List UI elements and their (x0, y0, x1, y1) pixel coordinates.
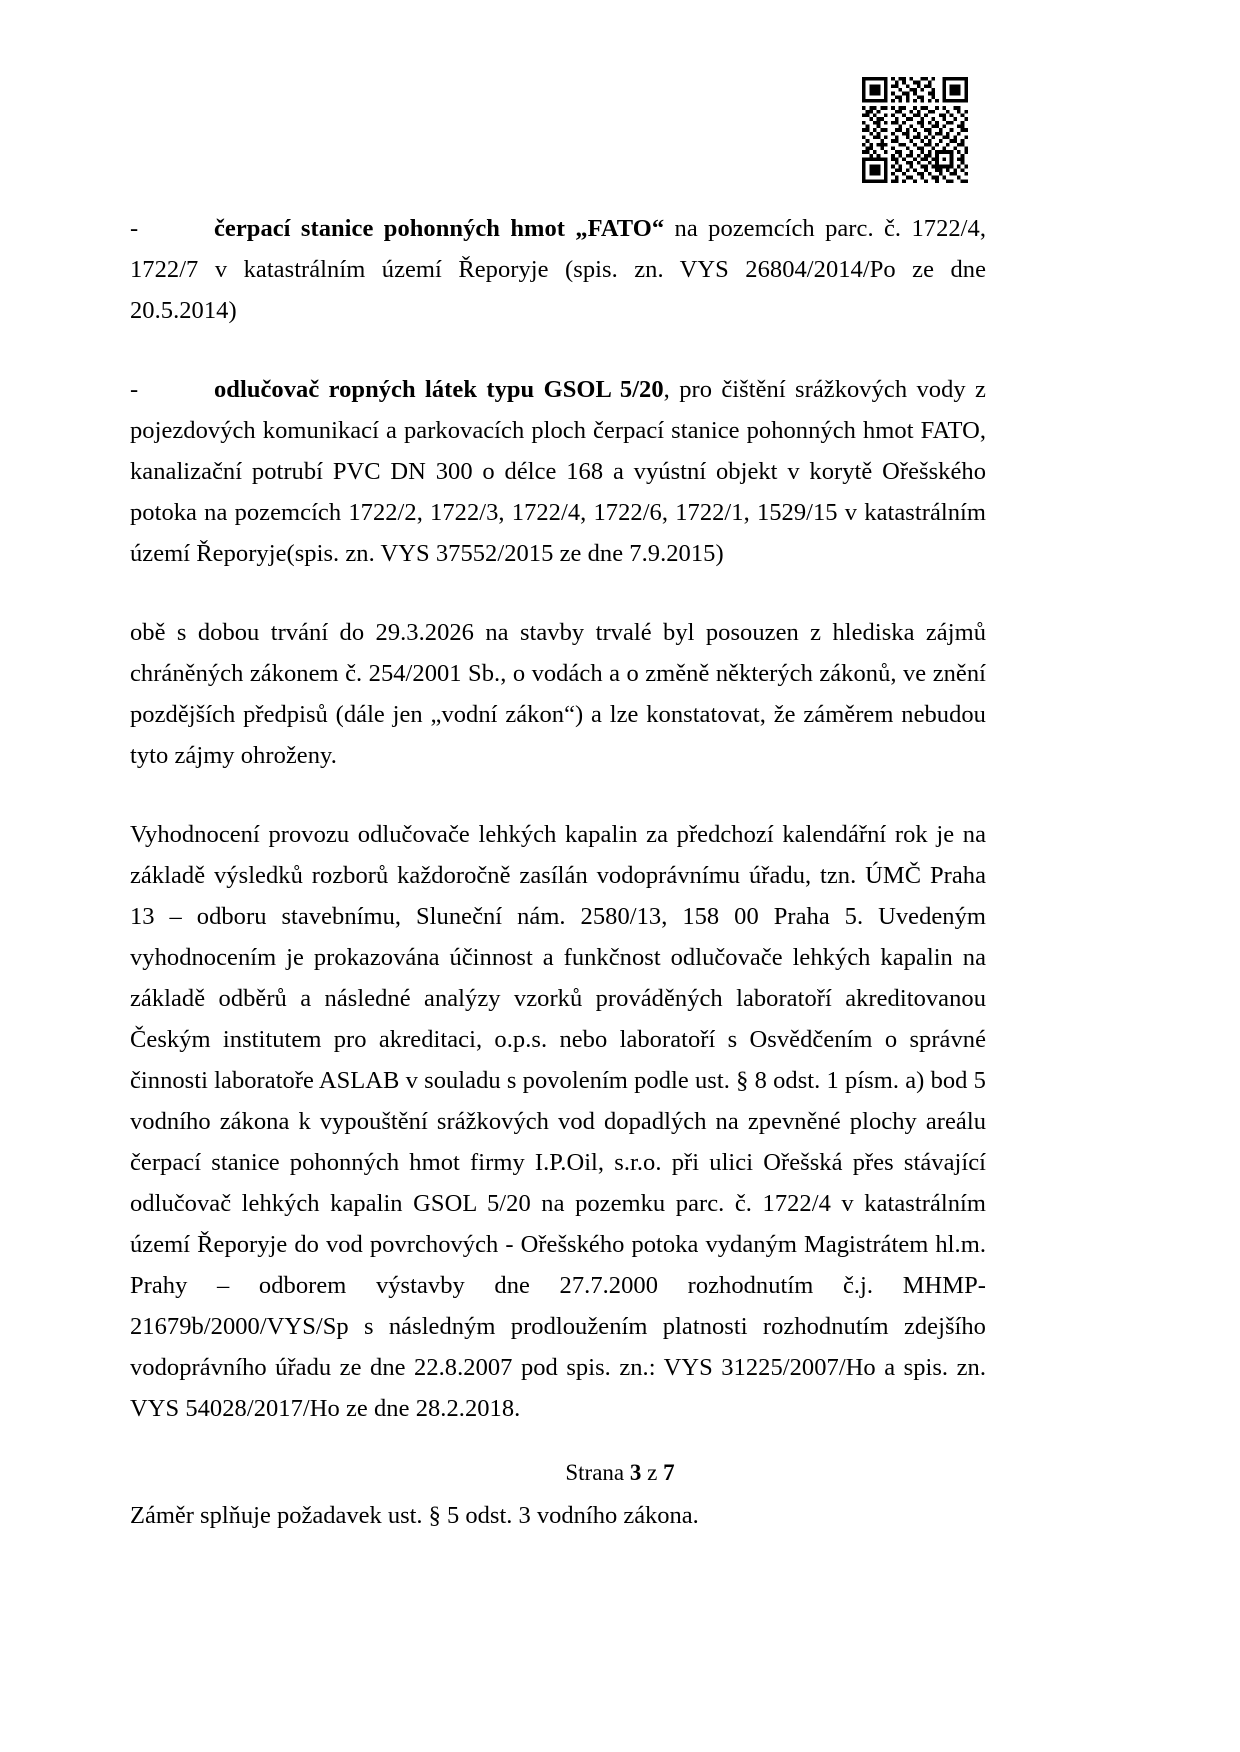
document-body (130, 208, 986, 1561)
bullet-fato-lead: čerpací stanice pohonných hmot „FATO“ (214, 215, 665, 242)
paragraph-assessment: obě s dobou trvání do 29.3.2026 na stavby trvalé byl posouzen z hlediska zájmů chráněných zákonem č. 254/2001 Sb., o vodách a o změně některých zákonů, ve znění pozdějších předpisů (dále jen „vodní zákon“) a lze konstatovat, že záměrem nebudou tyto zájmy ohroženy. (130, 619, 986, 769)
paragraph-closing: Záměr splňuje požadavek ust. § 5 odst. 3 vodního zákona. (130, 1502, 699, 1529)
paragraph-evaluation: Vyhodnocení provozu odlučovače lehkých kapalin za předchozí kalendářní rok je na základě výsledků rozborů každoročně zasílán vodoprávnímu úřadu, tzn. ÚMČ Praha 13 – odboru stavebnímu, Sluneční nám. 2580/13, 158 00 Praha 5. Uvedeným vyhodnocením je prokazována účinnost a funkčnost odlučovače lehkých kapalin na základě odběrů a následné analýzy vzorků prováděných laboratoří akreditovanou Českým institutem pro akreditaci, o.p.s. nebo laboratoří s Osvědčením o správné činnosti laboratoře ASLAB v souladu s povolením podle ust. § 8 odst. 1 písm. a) bod 5 vodního zákona k vypouštění srážkových vod dopadlých na zpevněné plochy areálu čerpací stanice pohonných hmot firmy I.P.Oil, s.r.o. při ulici Ořešská přes stávající odlučovač lehkých kapalin GSOL 5/20 na pozemku parc. č. 1722/4 v katastrálním území Řeporyje do vod povrchových - Ořešského potoka vydaným Magistrátem hl.m. Prahy – odborem výstavby dne 27.7.2000 rozhodnutím č.j. MHMP-21679b/2000/VYS/Sp s následným prodloužením platnosti rozhodnutím zdejšího vodoprávního úřadu ze dne 22.8.2007 pod spis. zn.: VYS 31225/2007/Ho a spis. zn. VYS 54028/2017/Ho ze dne 28.2.2018. (130, 821, 986, 1422)
footer-of: z (647, 1460, 658, 1485)
paragraph-bullet-fato (130, 208, 986, 331)
spacer (130, 802, 986, 814)
paragraph-bullet-gsol (130, 369, 986, 574)
spacer (130, 600, 986, 612)
bullet-gsol-lead: odlučovač ropných látek typu GSOL 5/20 (214, 376, 664, 403)
bullet-dash: - (130, 376, 139, 403)
footer-page-number: 3 (629, 1460, 642, 1485)
bullet-gsol-body: , pro čištění srážkových vody z pojezdových komunikací a parkovacích ploch čerpací stanice pohonných hmot FATO, kanalizační potrubí PVC DN 300 o délce 168 a vyústní objekt v korytě Ořešského potoka na pozemcích 1722/2, 1722/3, 1722/4, 1722/6, 1722/1, 1529/15 v katastrálním území Řeporyje(spis. zn. VYS 37552/2015 ze dne 7.9.2015) (130, 376, 986, 567)
bullet-fato-body: na pozemcích parc. č. 1722/4, 1722/7 v katastrálním území Řeporyje (spis. zn. VYS 26804/2014/Po ze dne 20.5.2014) (130, 215, 987, 324)
qr-code (862, 72, 968, 188)
footer-page-total: 7 (663, 1460, 675, 1485)
qr-code-icon (862, 72, 968, 188)
footer-prefix: Strana (565, 1460, 625, 1485)
bullet-dash: - (130, 215, 139, 242)
page-footer (0, 1458, 1240, 1488)
spacer (130, 357, 986, 369)
